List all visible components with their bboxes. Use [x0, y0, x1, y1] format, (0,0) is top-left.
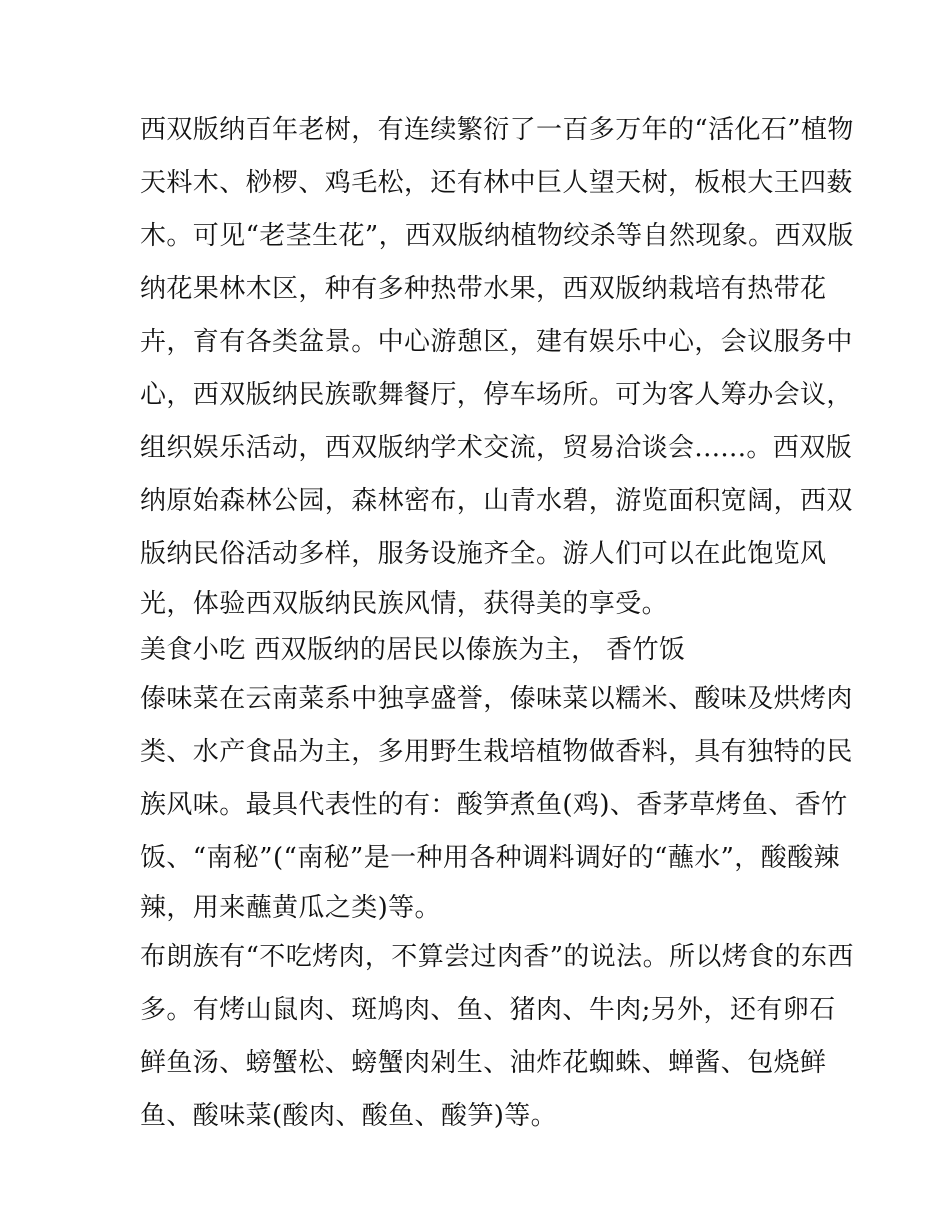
text-line-4: 纳花果林木区，种有多种热带水果，西双版纳栽培有热带花 [140, 274, 827, 304]
section-heading-food: 美食小吃 西双版纳的居民以傣族为主， 香竹饭 [140, 635, 686, 665]
text-line-9: 版纳民俗活动多样，服务设施齐全。游人们可以在此饱览风 [140, 539, 827, 569]
text-line-1: 西双版纳百年老树，有连续繁衍了一百多万年的“活化石”植物 [140, 115, 854, 145]
text-line-3: 木。可见“老茎生花”，西双版纳植物绞杀等自然现象。西双版 [140, 221, 854, 251]
text-line-19: 鲜鱼汤、螃蟹松、螃蟹肉剁生、油炸花蜘蛛、蝉酱、包烧鲜 [140, 1048, 827, 1078]
text-line-6: 心，西双版纳民族歌舞餐厅，停车场所。可为客人筹办会议， [140, 380, 853, 410]
text-line-20: 鱼、酸味菜(酸肉、酸鱼、酸笋)等。 [140, 1101, 558, 1131]
text-line-14: 族风味。最具代表性的有：酸笋煮鱼(鸡)、香茅草烤鱼、香竹 [140, 790, 848, 820]
text-line-12: 傣味菜在云南菜系中独享盛誉，傣味菜以糯米、酸味及烘烤肉 [140, 684, 853, 714]
text-line-13: 类、水产食品为主，多用野生栽培植物做香料，具有独特的民 [140, 737, 853, 767]
text-line-8: 纳原始森林公园，森林密布，山青水碧，游览面积宽阔，西双 [140, 486, 853, 516]
text-line-17: 布朗族有“不吃烤肉，不算尝过肉香”的说法。所以烤食的东西 [140, 942, 854, 972]
text-line-5: 卉，育有各类盆景。中心游憩区，建有娱乐中心，会议服务中 [140, 327, 853, 357]
text-line-18: 多。有烤山鼠肉、斑鸠肉、鱼、猪肉、牛肉;另外，还有卵石 [140, 995, 836, 1025]
text-line-10: 光，体验西双版纳民族风情，获得美的享受。 [140, 589, 669, 619]
document-body [140, 104, 854, 1143]
text-line-15: 饭、“南秘”(“南秘”是一种用各种调料调好的“蘸水”，酸酸辣 [140, 843, 840, 873]
text-line-16: 辣，用来蘸黄瓜之类)等。 [140, 893, 441, 923]
text-line-7: 组织娱乐活动，西双版纳学术交流，贸易洽谈会......。西双版 [140, 433, 852, 463]
text-line-2: 天料木、桫椤、鸡毛松，还有林中巨人望天树，板根大王四薮 [140, 168, 853, 198]
